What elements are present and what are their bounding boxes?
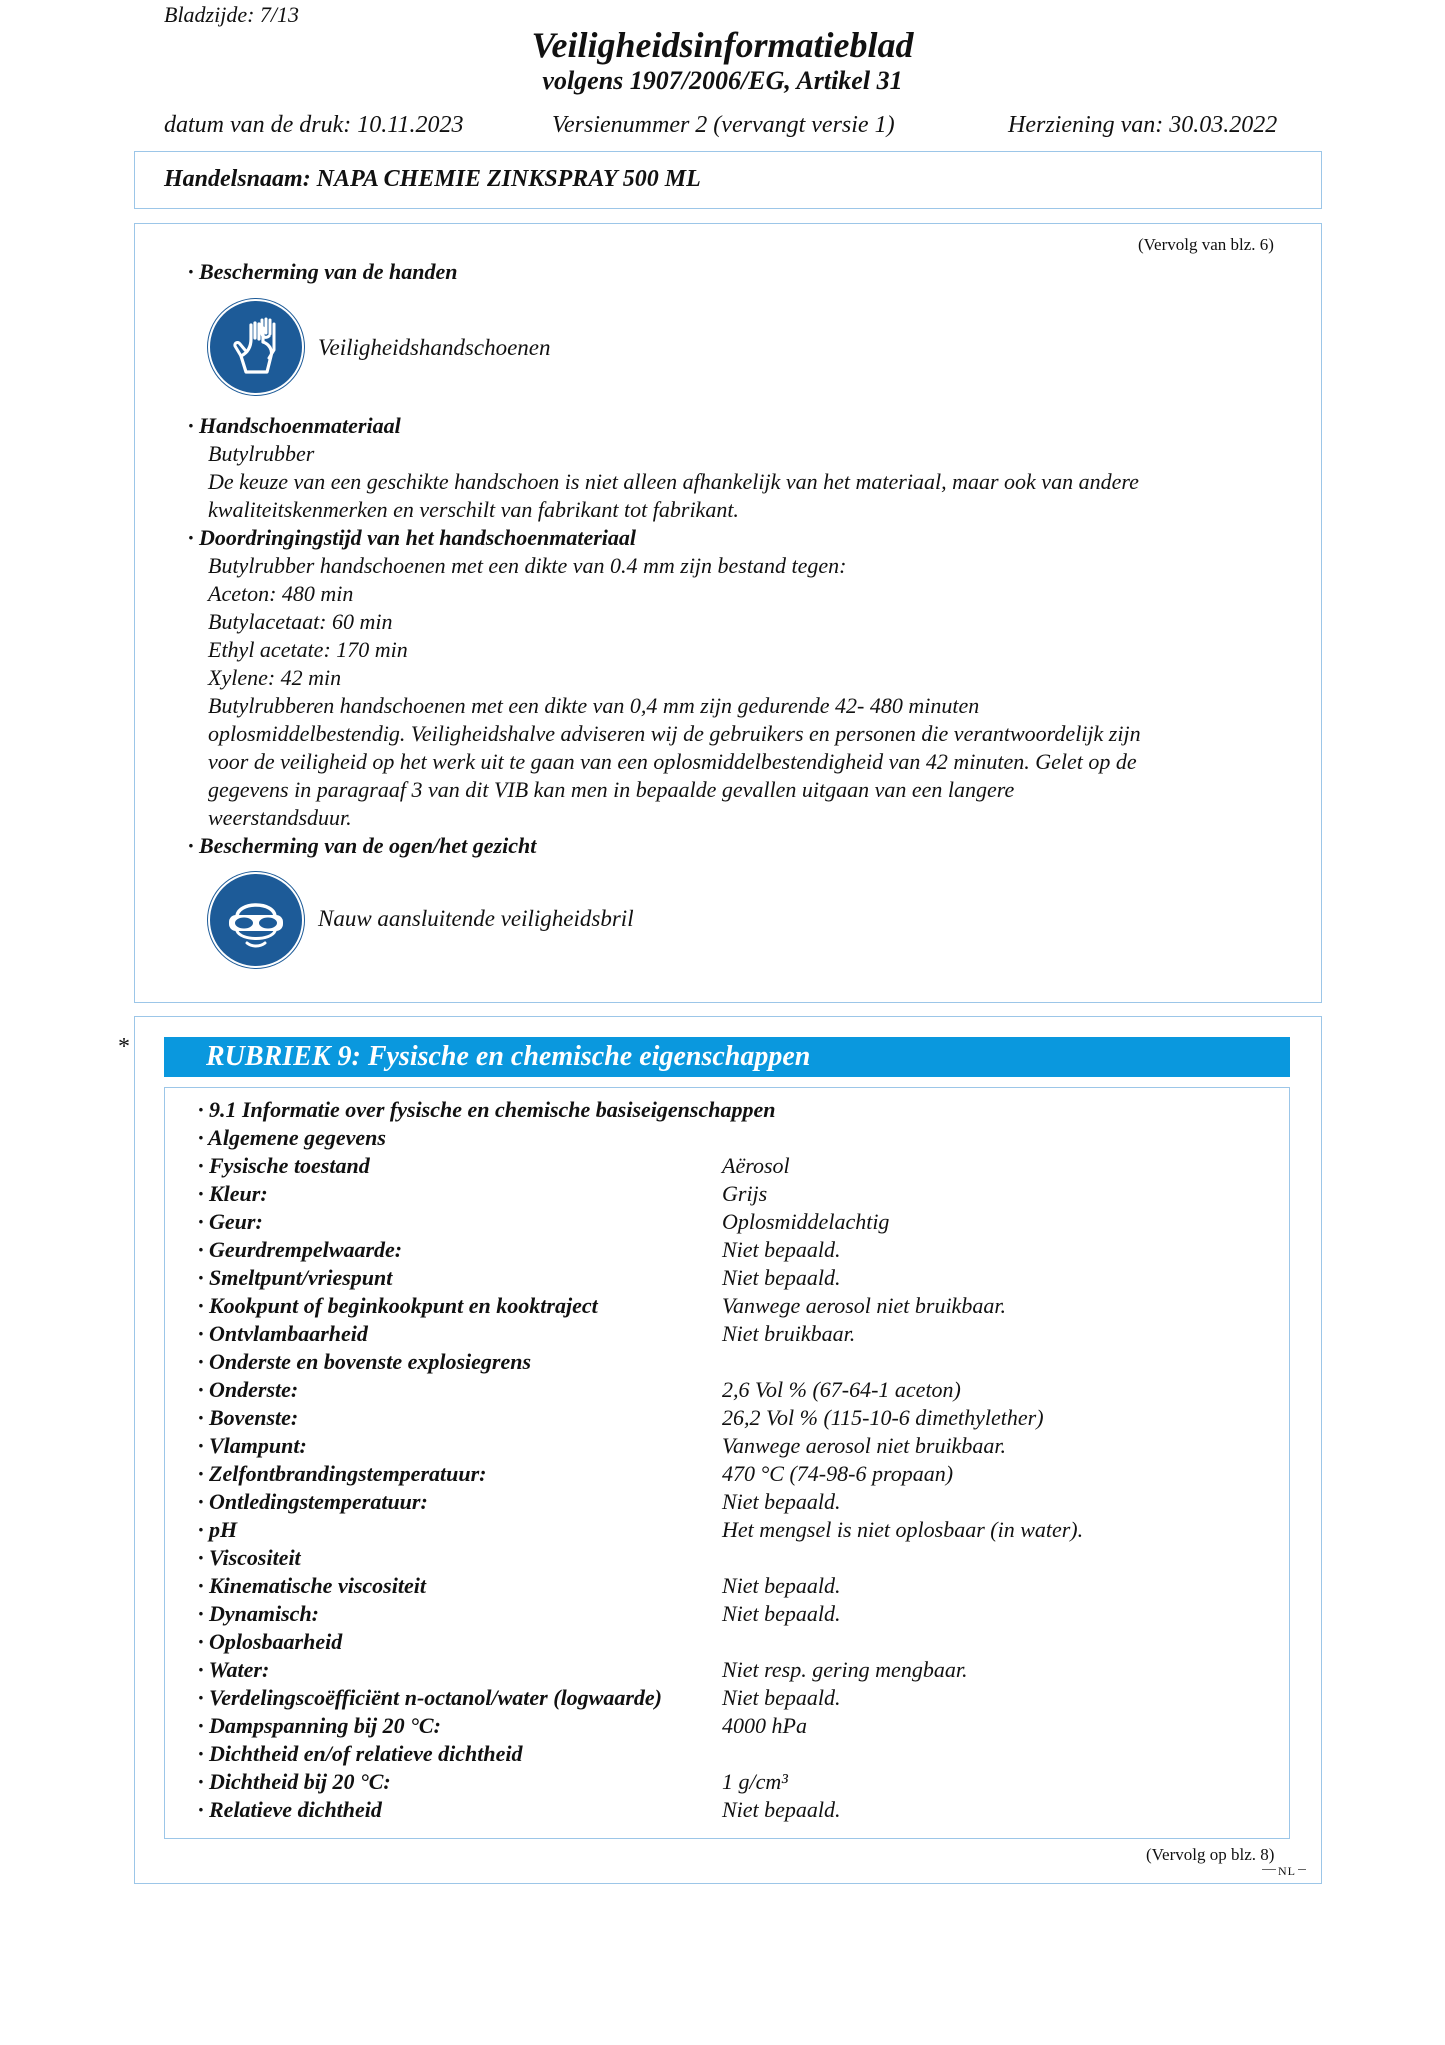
property-row — [198, 1488, 1198, 1516]
penetration-heading: · Doordringingstijd van het handschoenmateriaal — [188, 525, 637, 550]
language-code: NL — [1278, 1864, 1296, 1878]
property-key: · Bovenste: — [198, 1405, 299, 1430]
glove-material-heading: · Handschoenmateriaal — [188, 413, 401, 438]
glove-material-line: Butylrubber — [208, 441, 315, 466]
property-value: 26,2 Vol % (115-10-6 dimethylether) — [722, 1405, 1044, 1430]
glove-material-line: De keuze van een geschikte handschoen is niet alleen afhankelijk van het materiaal, maar ook van andere — [208, 469, 1139, 494]
section9-title: RUBRIEK 9: Fysische en chemische eigenschappen — [164, 1037, 1290, 1077]
property-value: Niet bepaald. — [722, 1685, 841, 1710]
property-key: · Vlampunt: — [198, 1433, 307, 1458]
property-row — [198, 1460, 1198, 1488]
property-row — [198, 1684, 1198, 1712]
property-key: · Verdelingscoëfficiënt n-octanol/water (logwaarde) — [198, 1685, 663, 1710]
change-marker: * — [118, 1034, 130, 1060]
property-row — [198, 1376, 1198, 1404]
gloves-sign-label: Veiligheidshandschoenen — [318, 335, 551, 360]
goggles-icon — [207, 871, 305, 969]
section9-subheading: · 9.1 Informatie over fysische en chemische basiseigenschappen — [198, 1097, 776, 1122]
property-key: · Onderste en bovenste explosiegrens — [198, 1349, 532, 1374]
property-key: · Dynamisch: — [198, 1601, 319, 1626]
property-value: 470 °C (74-98-6 propaan) — [722, 1461, 954, 1486]
property-key: · Dichtheid en/of relatieve dichtheid — [198, 1741, 523, 1766]
property-row — [198, 1572, 1198, 1600]
version-number: Versienummer 2 (vervangt versie 1) — [552, 112, 895, 138]
property-value: Aërosol — [722, 1153, 790, 1178]
penetration-line: Ethyl acetate: 170 min — [208, 637, 408, 662]
property-row — [198, 1152, 1198, 1180]
property-row — [198, 1796, 1198, 1824]
penetration-line: Butylrubber handschoenen met een dikte van 0.4 mm zijn bestand tegen: — [208, 553, 847, 578]
property-key: · Smeltpunt/vriespunt — [198, 1265, 393, 1290]
property-row — [198, 1628, 1198, 1656]
eye-protection-heading: · Bescherming van de ogen/het gezicht — [188, 833, 537, 858]
penetration-line: Butylrubberen handschoenen met een dikte van 0,4 mm zijn gedurende 42- 480 minuten — [208, 693, 980, 718]
continued-on-note: (Vervolg op blz. 8) — [1146, 1845, 1275, 1864]
property-value: Niet bepaald. — [722, 1265, 841, 1290]
property-row — [198, 1264, 1198, 1292]
property-key: · Water: — [198, 1657, 270, 1682]
property-row — [198, 1348, 1198, 1376]
property-key: · Ontledingstemperatuur: — [198, 1489, 428, 1514]
property-key: · Onderste: — [198, 1377, 299, 1402]
continued-from-note: (Vervolg van blz. 6) — [1138, 235, 1274, 254]
property-row — [198, 1740, 1198, 1768]
property-row — [198, 1236, 1198, 1264]
property-row — [198, 1292, 1198, 1320]
property-key: · Zelfontbrandingstemperatuur: — [198, 1461, 487, 1486]
property-row — [198, 1180, 1198, 1208]
property-row — [198, 1600, 1198, 1628]
property-value: Niet bepaald. — [722, 1573, 841, 1598]
property-row — [198, 1320, 1198, 1348]
property-key: · Dampspanning bij 20 °C: — [198, 1713, 441, 1738]
property-row — [198, 1656, 1198, 1684]
property-key: · Geur: — [198, 1209, 263, 1234]
property-key: · Fysische toestand — [198, 1153, 370, 1178]
property-key: · Ontvlambaarheid — [198, 1321, 368, 1346]
property-key: · Oplosbaarheid — [198, 1629, 343, 1654]
property-key: · Geurdrempelwaarde: — [198, 1237, 403, 1262]
property-row — [198, 1516, 1198, 1544]
property-row — [198, 1544, 1198, 1572]
property-key: · pH — [198, 1517, 238, 1542]
property-value: Niet bruikbaar. — [722, 1321, 856, 1346]
property-value: Het mengsel is niet oplosbaar (in water). — [722, 1517, 1084, 1542]
page-number: Bladzijde: 7/13 — [164, 2, 300, 27]
property-value: Niet resp. gering mengbaar. — [722, 1657, 968, 1682]
property-value: Grijs — [722, 1181, 768, 1206]
property-value: Niet bepaald. — [722, 1601, 841, 1626]
glove-material-line: kwaliteitskenmerken en verschilt van fabrikant tot fabrikant. — [208, 497, 739, 522]
document-subtitle: volgens 1907/2006/EG, Artikel 31 — [542, 66, 903, 95]
print-date: datum van de druk: 10.11.2023 — [164, 112, 464, 138]
penetration-line: Butylacetaat: 60 min — [208, 609, 393, 634]
penetration-line: Xylene: 42 min — [208, 665, 342, 690]
property-value: Vanwege aerosol niet bruikbaar. — [722, 1433, 1006, 1458]
property-value: 2,6 Vol % (67-64-1 aceton) — [722, 1377, 961, 1402]
property-row — [198, 1404, 1198, 1432]
gloves-icon — [207, 298, 305, 396]
property-value: Niet bepaald. — [722, 1489, 841, 1514]
trade-name: Handelsnaam: NAPA CHEMIE ZINKSPRAY 500 ML — [164, 166, 701, 192]
property-value: Niet bepaald. — [722, 1237, 841, 1262]
property-row — [198, 1208, 1198, 1236]
hand-protection-heading: · Bescherming van de handen — [188, 259, 458, 284]
penetration-line: weerstandsduur. — [208, 805, 352, 830]
property-key: · Viscositeit — [198, 1545, 301, 1570]
property-row — [198, 1768, 1198, 1796]
property-value: 4000 hPa — [722, 1713, 807, 1738]
property-key: · Dichtheid bij 20 °C: — [198, 1769, 391, 1794]
penetration-line: gegevens in paragraaf 3 van dit VIB kan men in bepaalde gevallen uitgaan van een langere — [208, 777, 1015, 802]
penetration-line: Aceton: 480 min — [208, 581, 354, 606]
property-value: 1 g/cm³ — [722, 1769, 788, 1794]
property-key: · Relatieve dichtheid — [198, 1797, 382, 1822]
property-key: · Kleur: — [198, 1181, 268, 1206]
penetration-line: oplosmiddelbestendig. Veiligheidshalve adviseren wij de gebruikers en personen die verantwoordelijk zijn — [208, 721, 1141, 746]
revision-date: Herziening van: 30.03.2022 — [1008, 112, 1278, 138]
property-value: Vanwege aerosol niet bruikbaar. — [722, 1293, 1006, 1318]
goggles-sign-label: Nauw aansluitende veiligheidsbril — [318, 906, 634, 931]
property-key: · Kookpunt of beginkookpunt en kooktraject — [198, 1293, 598, 1318]
property-value: Oplosmiddelachtig — [722, 1209, 890, 1234]
document-title: Veiligheidsinformatieblad — [531, 25, 914, 65]
property-row — [198, 1712, 1198, 1740]
section9-subheading: · Algemene gegevens — [198, 1125, 386, 1150]
penetration-line: voor de veiligheid op het werk uit te gaan van een oplosmiddelbestendigheid van 42 minuten. Gelet op de — [208, 749, 1137, 774]
property-key: · Kinematische viscositeit — [198, 1573, 426, 1598]
property-row — [198, 1432, 1198, 1460]
property-value: Niet bepaald. — [722, 1797, 841, 1822]
